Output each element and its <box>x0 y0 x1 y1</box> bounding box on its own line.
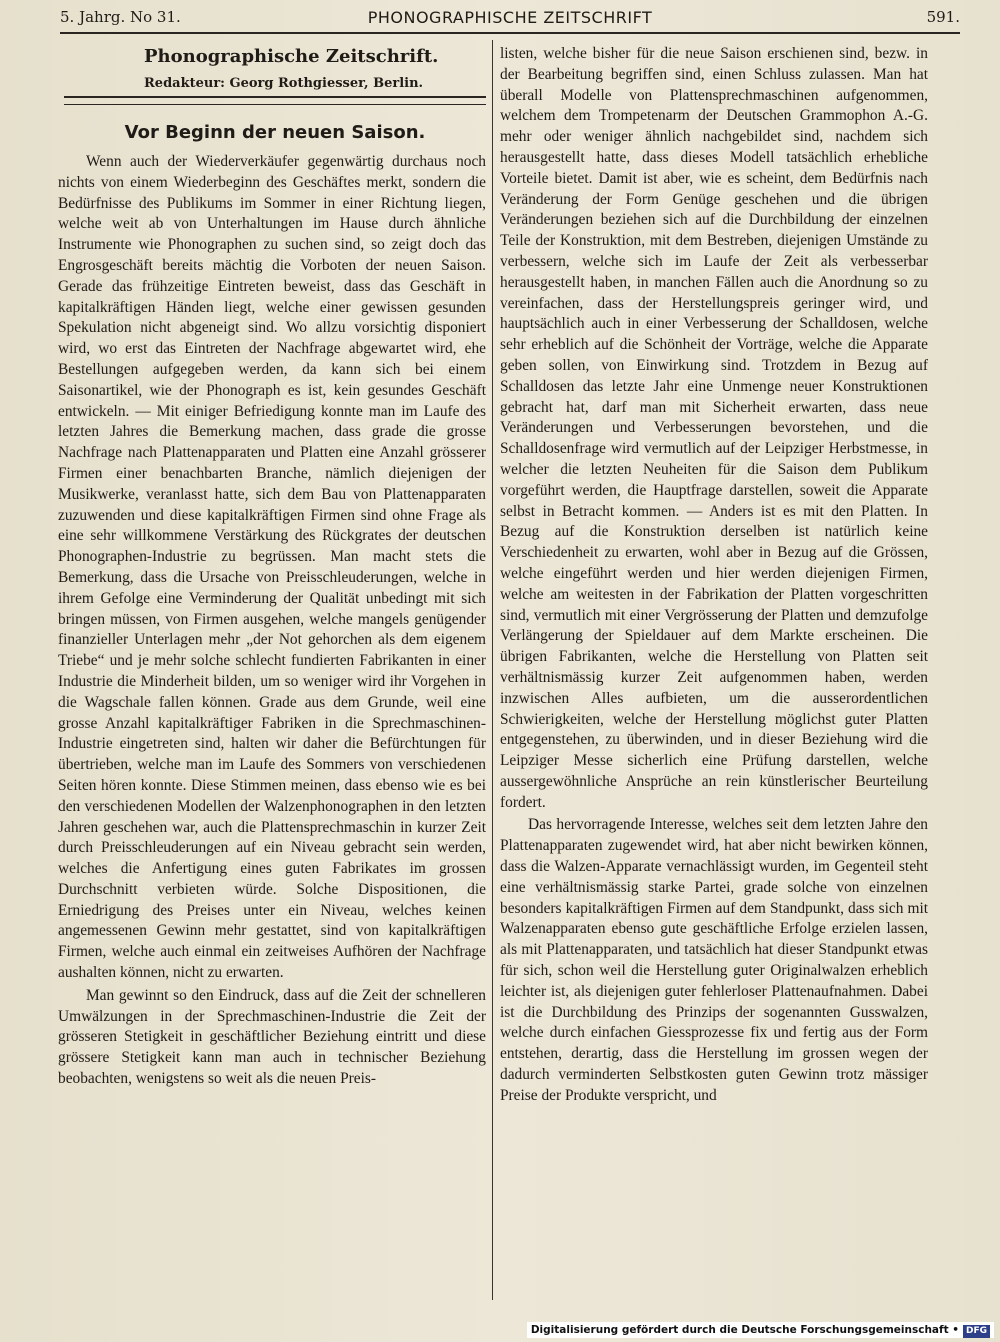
masthead-editor: Redakteur: Georg Rothgiesser, Berlin. <box>144 76 424 91</box>
journal-name: PHONOGRAPHISCHE ZEITSCHRIFT <box>367 8 653 27</box>
page-number: 591. <box>926 8 960 26</box>
right-paragraph-2: Das hervorragende Interesse, welches seit dem letzten Jahre den Plattenapparaten zugewendet wird, hat aber nicht bewirken können, dass die Walzen-Apparate vernachlässigt wurden, im Gegenteil steht eine verhältnismässig starke Partei, grade solche von einzelnen besonders kapitalkräftigen Firmen auf dem Standpunkt, dass sich mit Walzenapparaten ebenso gute geschäftliche Erfolge erzielen lassen, als mit Plattenapparaten, und tatsächlich hat dieser Standpunkt etwas für sich, schon weil die Herstellung guter Originalwalzen erheblich leichter ist, als diejenigen guter fehlerloser Plattenaufnahmen. Dabei ist die Durchbildung des Prinzips der sogenannten Gusswalzen, welche durch einfachen Giessprozesse fix und fertig aus der Form entstehen, derartig, dass die Herstellung im grossen wegen der dadurch verminderten Selbstkosten guten Gewinn trotz mässiger Preise der Produkte verspricht, und <box>500 816 928 1104</box>
left-paragraph-2: Man gewinnt so den Eindruck, dass auf die Zeit der schnelleren Umwälzungen in der Sprechmaschinen-Industrie die Zeit der grösseren Stetigkeit in geschäftlicher Beziehung eintritt und diese grössere Stetigkeit kann man auch in technischer Beziehung beobachten, wenigstens so weit als die neuen Preis- <box>58 986 486 1088</box>
digitization-credit <box>527 1322 994 1338</box>
masthead-title: Phonographische Zeitschrift. <box>144 46 439 67</box>
column-divider <box>492 40 493 1300</box>
masthead-rule <box>64 96 486 105</box>
right-paragraph-1: listen, welche bisher für die neue Saison erschienen sind, bezw. in der Bearbeitung begriffen sind, einen Schluss zulassen. Man hat überall Modelle von Plattensprechmaschinen aufgenommen, welchem dem Trompetenarm der Deutschen Grammophon A.-G. mehr oder weniger ähnlich nachgebildet sind, nachdem sich herausgestellt hatte, dass dieses Modell tatsächlich erhebliche Vorteile bietet. Damit ist aber, wie es scheint, dem Bedürfnis nach Veränderung der Form Genüge geschehen und die übrigen Veränderungen beziehen sich auf die Durchbildung der einzelnen Teile der Konstruktion, mit dem Bestreben, diejenigen Umstände zu verbessern, welche sich im Laufe der Zeit als verbesserbar herausgestellt haben, in manchen Fällen auch die Anordnung so zu vereinfachen, dass der Herstellungspreis geringer wird, und hauptsächlich auch in einer Verbesserung der Schalldosen, welche sehr erheblich auf die Schönheit der Vorträge, welche die Apparate geben sollen, von Einwirkung sind. Trotzdem in Bezug auf Schalldosen das letzte Jahr eine Unmenge neuer Konstruktionen gebracht hat, darf man mit Sicherheit erwarten, dass neue Veränderungen und Verbesserungen bevorstehen, und die Schalldosenfrage wird vermutlich auf der Leipziger Herbstmesse, in welcher die letzten Neuheiten für die Saison dem Publikum vorgeführt werden, die Hauptfrage darstellen, soweit die Apparate selbst in Betracht kommen. — Anders ist es mit den Platten. In Bezug auf die Konstruktion derselben ist natürlich keine Verschiedenheit zu erwarten, wohl aber in Bezug auf die Grössen, welche eingeführt werden und hier werden diejenigen Firmen, welche am weitesten in der Fabrikation der Platten vorgeschritten sind, vermutlich mit einer Vergrösserung der Platten und demzufolge Verlängerung der Spieldauer auf dem Markte erscheinen. Die übrigen Fabrikanten, welche die Herstellung von Platten seit verhältnismässig kurzer Zeit aufgenommen haben, werden inzwischen Alles aufbieten, um die ausserordentlichen Schwierigkeiten, welche der Herstellung möglichst guter Platten entgegenstehen, zu überwinden, und in dieser Beziehung wird die Leipziger Messe sicherlich eine Prüfung darstellen, welche aussergewöhnliche Ansprüche an rein künstlerischer Beurteilung fordert. <box>500 45 928 811</box>
right-column <box>500 44 928 1306</box>
left-paragraph-1: Wenn auch der Wiederverkäufer gegenwärtig durchaus noch nichts von einem Wiederbeginn des Geschäftes merkt, sondern die Bedürfnisse des Publikums im Sommer in einer Richtung liegen, welche weit ab von Unterhaltungen im Hause durch ähnliche Instrumente wie Phonographen zu suchen sind, so zeigt doch das Engrosgeschäft bereits mächtig die Vorboten der neuen Saison. Gerade das frühzeitige Eintreten beweist, dass das Geschäft in kapitalkräftigen Händen liegt, welche einer gewissen gesunden Spekulation nicht abgeneigt sind. Wo allzu vorsichtig disponiert wird, wo erst das Eintreten der Nachfrage abgewartet wird, ehe Bestellungen aufgegeben werden, da kann sich bei einem Saisonartikel, wie der Phonograph es ist, kein gesundes Geschäft entwickeln. — Mit einiger Befriedigung konnte man im Laufe des letzten Jahres die Bemerkung machen, dass grade die grosse Nachfrage nach Plattenapparaten und Platten eine Anzahl grösserer Firmen einer benachbarten Branche, nämlich diejenigen der Musikwerke, veranlasst hatte, sich dem Bau von Plattenapparaten zuzuwenden und diese kapitalkräftigen Firmen sind ohne Frage als eine sehr willkommene Verstärkung des Rückgrates der deutschen Phonographen-Industrie zu begrüssen. Man macht stets die Bemerkung, dass die Ursache von Preisschleuderungen, welche in ihrem Gefolge eine Verminderung der Qualität unbedingt mit sich bringen müssen, von Firmen ausgehen, welche mangels genügender finanzieller Unterlagen mehr „der Not gehorchen als dem eigenem Triebe“ und je mehr solche schlecht fundierten Fabrikanten in einer Industrie die Minderheit bilden, um so weniger wird ihr Vorgehen in die Wagschale fallen können. Grade aus dem Grunde, weil eine grosse Anzahl kapitalkräftiger Fabriken in die Sprechmaschinen-Industrie eingetreten sind, halten wir daher die Befürchtungen für übertrieben, welche man im Laufe des Sommers von verschiedenen Seiten hören konnte. Diese Stimmen meinen, dass ebenso wie es bei den verschiedenen Modellen der Walzenphonographen in den letzten Jahren geschehen war, auch die Plattensprechmaschin in kurzer Zeit durch Preisschleuderungen auf ein Niveau gebracht sein werden, welches die Anfertigung eines guten Fabrikates im grossen Durchschnitt verbieten würde. Solche Dispositionen, die Erniedrigung des Preises unter ein Niveau, welches keinen angemessenen Gewinn mehr gestattet, sind von kapitalkräftigen Firmen, welche auch einmal ein zeitweises Aufhören der Nachfrage aushalten können, nicht zu erwarten. <box>58 153 486 982</box>
credit-text: Digitalisierung gefördert durch die Deutsche Forschungsgemeinschaft • <box>530 1324 959 1336</box>
issue-number: 5. Jahrg. No 31. <box>60 8 181 26</box>
left-column <box>58 152 486 1302</box>
running-head <box>60 6 960 34</box>
dfg-logo: DFG <box>963 1325 990 1338</box>
article-title: Vor Beginn der neuen Saison. <box>124 122 426 143</box>
